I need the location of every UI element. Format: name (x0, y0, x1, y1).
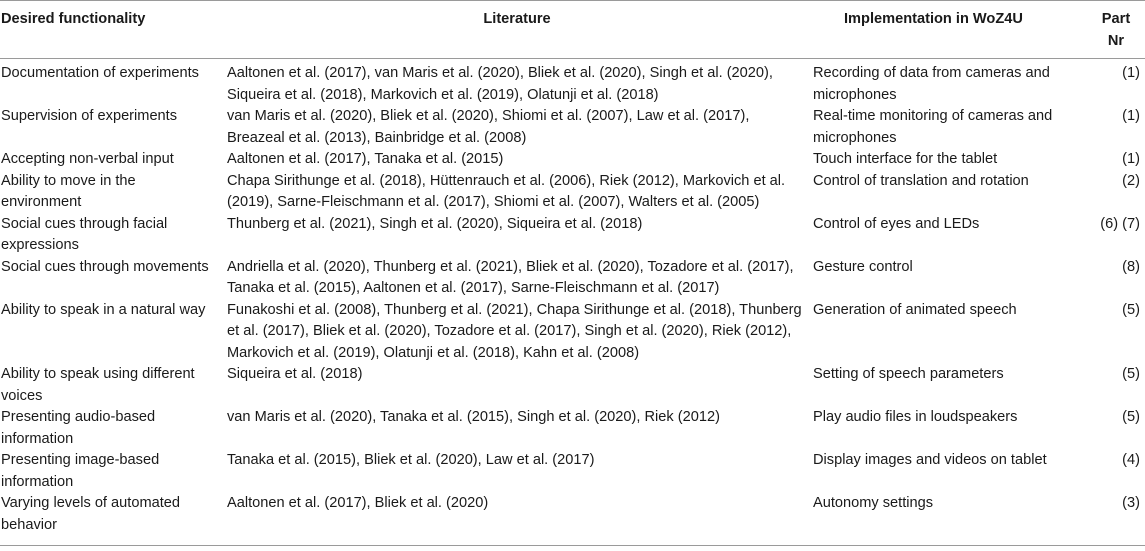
cell-implementation: Display images and videos on tablet (813, 452, 1047, 468)
table-header (0, 1, 1145, 59)
header-functionality: Desired functionality (0, 1, 224, 59)
cell-functionality: Presenting audio-based information (1, 409, 156, 447)
cell-literature: van Maris et al. (2020), Tanaka et al. (2015), Singh et al. (2020), Riek (2012) (227, 409, 720, 425)
table-row (0, 300, 1145, 365)
table-row (0, 171, 1145, 214)
cell-part-nr: (8) (1122, 258, 1140, 275)
cell-literature: Thunberg et al. (2021), Singh et al. (2020), Siqueira et al. (2018) (227, 215, 643, 232)
cell-literature: Funakoshi et al. (2008), Thunberg et al. (2021), Chapa Sirithunge et al. (2018), Thunberg et al. (2017), Bliek et al. (2020), Tozadore et al. (2017), Singh et al. (2020), Riek (2012), Markovich et al. (2019), Olatunji et al. (2018), Kahn et al. (2008) (227, 301, 802, 361)
cell-part-nr: (4) (1122, 452, 1140, 468)
cell-functionality: Documentation of experiments (1, 65, 199, 81)
cell-implementation: Generation of animated speech (813, 301, 1017, 318)
table-body (0, 59, 1145, 546)
cell-functionality: Social cues through movements (1, 258, 209, 275)
cell-part-nr: (1) (1122, 65, 1140, 81)
table-row (0, 59, 1145, 107)
cell-literature: Siqueira et al. (2018) (227, 366, 363, 382)
cell-functionality: Varying levels of automated behavior (0, 493, 224, 546)
table-row (0, 450, 1145, 493)
cell-part-nr: (5) (1122, 366, 1140, 382)
header-implementation: Implementation in WoZ4U (810, 1, 1085, 59)
cell-implementation: Control of eyes and LEDs (813, 215, 980, 232)
cell-implementation: Real-time monitoring of cameras and microphones (813, 108, 1053, 146)
table-row (0, 364, 1145, 407)
cell-literature: van Maris et al. (2020), Bliek et al. (2020), Shiomi et al. (2007), Law et al. (2017), Breazeal et al. (2013), Bainbridge et al. (2008) (227, 108, 750, 146)
cell-part-nr: (6) (7) (1100, 215, 1140, 232)
cell-functionality: Supervision of experiments (1, 108, 178, 124)
table-row (0, 106, 1145, 149)
table-row (0, 257, 1145, 300)
table-row (0, 214, 1145, 257)
cell-part-nr: (3) (1085, 493, 1145, 546)
header-literature: Literature (224, 1, 810, 59)
header-part-line1: Part (1101, 11, 1131, 27)
cell-functionality: Ability to move in the environment (1, 172, 136, 210)
table-row (0, 493, 1145, 546)
cell-part-nr: (5) (1122, 301, 1140, 318)
cell-literature: Chapa Sirithunge et al. (2018), Hüttenrauch et al. (2006), Riek (2012), Markovich et al. (2019), Sarne-Fleischmann et al. (2017), Shiomi et al. (2007), Walters et al. (2005) (227, 172, 786, 210)
cell-part-nr: (1) (1122, 151, 1140, 167)
cell-part-nr: (2) (1122, 172, 1140, 189)
cell-literature: Aaltonen et al. (2017), Tanaka et al. (2015) (227, 151, 504, 167)
header-part-nr (1085, 1, 1145, 59)
header-row (0, 1, 1145, 59)
cell-functionality: Ability to speak using different voices (1, 366, 195, 404)
cell-literature: Aaltonen et al. (2017), Bliek et al. (2020) (224, 493, 810, 546)
cell-implementation: Gesture control (813, 258, 913, 275)
cell-functionality: Presenting image-based information (1, 452, 160, 490)
cell-implementation: Play audio files in loudspeakers (813, 409, 1018, 425)
header-part-line2: Nr (1107, 32, 1125, 49)
cell-implementation: Setting of speech parameters (813, 366, 1004, 382)
cell-implementation: Recording of data from cameras and microphones (813, 65, 1050, 103)
cell-functionality: Accepting non-verbal input (1, 151, 174, 167)
cell-literature: Andriella et al. (2020), Thunberg et al. (2021), Bliek et al. (2020), Tozadore et al. (2017), Tanaka et al. (2015), Aaltonen et al. (2017), Sarne-Fleischmann et al. (2017) (227, 258, 794, 296)
cell-part-nr: (5) (1122, 409, 1140, 425)
cell-implementation: Control of translation and rotation (813, 172, 1029, 189)
cell-part-nr: (1) (1122, 108, 1140, 124)
cell-literature: Aaltonen et al. (2017), van Maris et al. (2020), Bliek et al. (2020), Singh et al. (2020), Siqueira et al. (2018), Markovich et al. (2019), Olatunji et al. (2018) (227, 65, 773, 103)
table-row (0, 407, 1145, 450)
table-row (0, 149, 1145, 171)
cell-functionality: Ability to speak in a natural way (1, 301, 206, 318)
cell-literature: Tanaka et al. (2015), Bliek et al. (2020), Law et al. (2017) (227, 452, 595, 468)
cell-implementation: Touch interface for the tablet (813, 151, 998, 167)
cell-functionality: Social cues through facial expressions (1, 215, 168, 253)
cell-implementation: Autonomy settings (810, 493, 1085, 546)
